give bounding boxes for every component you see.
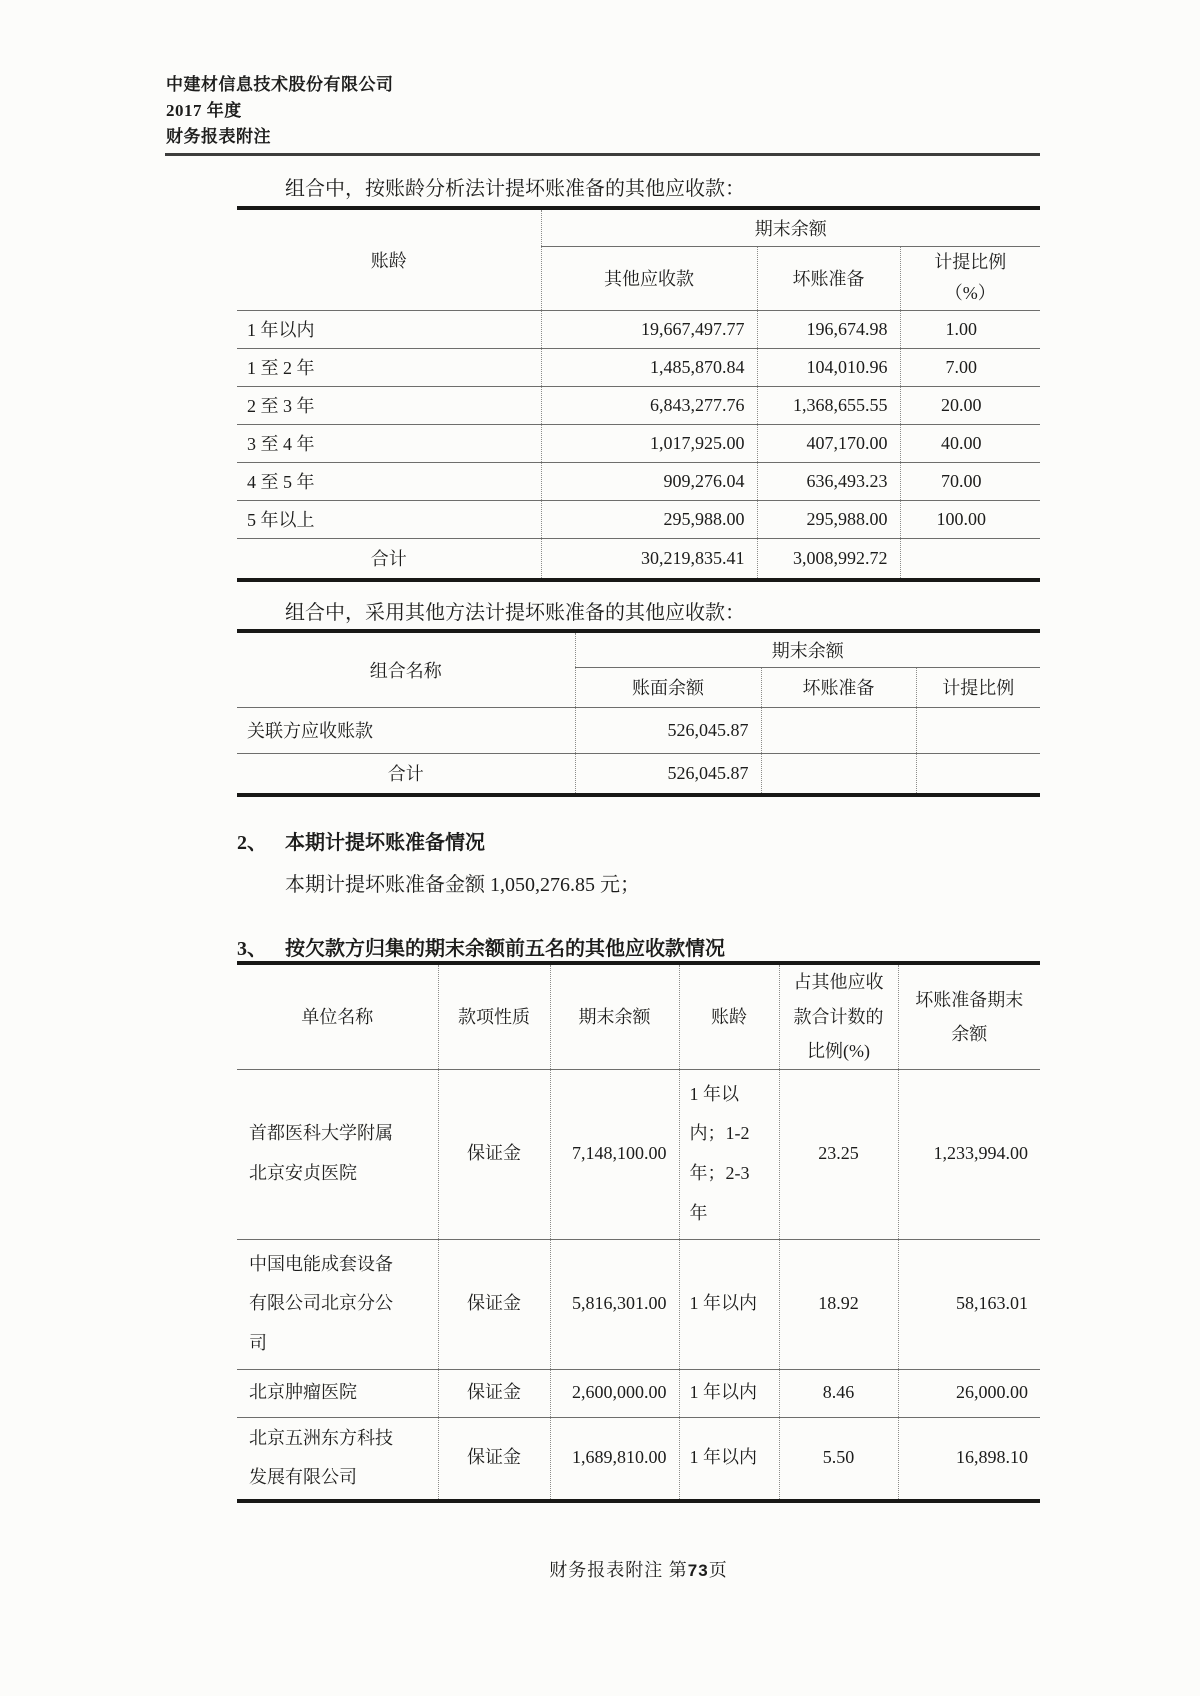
nature-cell: 保证金 — [438, 1239, 550, 1369]
aging-label: 1 至 2 年 — [237, 348, 541, 386]
section2-number: 2、 — [237, 832, 267, 854]
nature-cell: 保证金 — [438, 1417, 550, 1501]
table-row — [237, 707, 1040, 753]
ratio-value — [916, 707, 1040, 753]
page-header — [166, 72, 394, 150]
section2-heading — [237, 826, 1040, 855]
table-row — [237, 1069, 1040, 1239]
col-unit-name: 单位名称 — [237, 963, 438, 1069]
ratio-cell: 23.25 — [779, 1069, 898, 1239]
col-provision-ratio-line2: （%） — [944, 283, 996, 303]
aging-cell: 1 年以内 — [679, 1239, 779, 1369]
bad-debt-value: 104,010.96 — [757, 348, 900, 386]
col-bad-debt-provision: 坏账准备 — [761, 667, 916, 707]
section3-heading — [237, 932, 1040, 961]
closing-balance-cell: 2,600,000.00 — [550, 1369, 679, 1417]
company-name: 中建材信息技术股份有限公司 — [166, 75, 394, 94]
group-name-label: 关联方应收账款 — [237, 707, 575, 753]
other-receivables-value: 909,276.04 — [541, 462, 757, 500]
closing-balance-cell: 1,689,810.00 — [550, 1417, 679, 1501]
ratio-value: 100.00 — [900, 500, 1040, 538]
unit-name-cell: 北京五洲东方科技发展有限公司 — [237, 1417, 438, 1501]
page-footer — [237, 1556, 1040, 1582]
table-header-row — [237, 631, 1040, 667]
unit-name-cell: 北京肿瘤医院 — [237, 1369, 438, 1417]
bad-debt-value: 196,674.98 — [757, 310, 900, 348]
doc-type: 财务报表附注 — [166, 127, 271, 146]
total-bad-debt: 3,008,992.72 — [757, 538, 900, 580]
col-closing-balance: 期末余额 — [550, 963, 679, 1069]
other-method-table — [237, 629, 1040, 797]
table-row — [237, 424, 1040, 462]
header-rule — [165, 153, 1040, 156]
aging-cell: 1 年以内；1-2 年；2-3 年 — [679, 1069, 779, 1239]
ratio-value: 20.00 — [900, 386, 1040, 424]
closing-balance-cell: 5,816,301.00 — [550, 1239, 679, 1369]
total-ratio — [900, 538, 1040, 580]
col-aging: 账龄 — [237, 208, 541, 310]
ratio-value: 7.00 — [900, 348, 1040, 386]
unit-name-cell: 中国电能成套设备有限公司北京分公司 — [237, 1239, 438, 1369]
ratio-cell: 8.46 — [779, 1369, 898, 1417]
ratio-cell: 18.92 — [779, 1239, 898, 1369]
fiscal-year: 2017 年度 — [166, 101, 242, 120]
aging-label: 3 至 4 年 — [237, 424, 541, 462]
col-bad-debt-provision: 坏账准备 — [757, 246, 900, 310]
col-ratio-of-total: 占其他应收款合计数的比例(%) — [779, 963, 898, 1069]
footer-page-prefix: 第 — [668, 1560, 688, 1580]
aging-label: 2 至 3 年 — [237, 386, 541, 424]
aging-label: 5 年以上 — [237, 500, 541, 538]
table-header-row — [237, 208, 1040, 246]
table-header-row — [237, 963, 1040, 1069]
table-row — [237, 1239, 1040, 1369]
bad-debt-closing-cell: 16,898.10 — [898, 1417, 1040, 1501]
total-row — [237, 753, 1040, 795]
col-nature: 款项性质 — [438, 963, 550, 1069]
total-ratio — [916, 753, 1040, 795]
total-bad-debt — [761, 753, 916, 795]
table-row — [237, 1369, 1040, 1417]
aging-label: 4 至 5 年 — [237, 462, 541, 500]
aging-intro — [237, 176, 1040, 202]
footer-page-suffix: 页 — [708, 1560, 728, 1580]
col-provision-ratio — [900, 246, 1040, 310]
col-provision-ratio: 计提比例 — [916, 667, 1040, 707]
bad-debt-value: 636,493.23 — [757, 462, 900, 500]
col-other-receivables: 其他应收款 — [541, 246, 757, 310]
ratio-value: 40.00 — [900, 424, 1040, 462]
bad-debt-value: 295,988.00 — [757, 500, 900, 538]
other-receivables-value: 1,485,870.84 — [541, 348, 757, 386]
col-period-end: 期末余额 — [575, 631, 1040, 667]
table-row — [237, 462, 1040, 500]
other-method-intro-text: 组合中，采用其他方法计提坏账准备的其他应收款： — [285, 602, 745, 624]
ratio-cell: 5.50 — [779, 1417, 898, 1501]
section2-title: 本期计提坏账准备情况 — [285, 832, 485, 854]
total-other-receivables: 30,219,835.41 — [541, 538, 757, 580]
table-row — [237, 348, 1040, 386]
aging-analysis-table — [237, 206, 1040, 582]
other-receivables-value: 295,988.00 — [541, 500, 757, 538]
bad-debt-closing-cell: 26,000.00 — [898, 1369, 1040, 1417]
col-bad-debt-closing: 坏账准备期末余额 — [898, 963, 1040, 1069]
other-receivables-value: 6,843,277.76 — [541, 386, 757, 424]
bad-debt-closing-cell: 1,233,994.00 — [898, 1069, 1040, 1239]
ratio-value: 70.00 — [900, 462, 1040, 500]
col-group-name: 组合名称 — [237, 631, 575, 707]
table-row — [237, 386, 1040, 424]
aging-label: 1 年以内 — [237, 310, 541, 348]
col-provision-ratio-line1: 计提比例 — [934, 252, 1007, 273]
section3-number: 3、 — [237, 938, 267, 960]
bad-debt-value: 407,170.00 — [757, 424, 900, 462]
book-balance-value: 526,045.87 — [575, 707, 761, 753]
footer-page-number: 73 — [687, 1561, 709, 1580]
unit-name-cell: 首都医科大学附属北京安贞医院 — [237, 1069, 438, 1239]
other-receivables-value: 1,017,925.00 — [541, 424, 757, 462]
bad-debt-value — [761, 707, 916, 753]
table-row — [237, 500, 1040, 538]
aging-intro-text: 组合中，按账龄分析法计提坏账准备的其他应收款： — [285, 178, 745, 200]
ratio-value: 1.00 — [900, 310, 1040, 348]
total-book-balance: 526,045.87 — [575, 753, 761, 795]
col-book-balance: 账面余额 — [575, 667, 761, 707]
total-label: 合计 — [237, 538, 541, 580]
col-aging: 账龄 — [679, 963, 779, 1069]
top-debtors-table — [237, 961, 1040, 1503]
total-row — [237, 538, 1040, 580]
closing-balance-cell: 7,148,100.00 — [550, 1069, 679, 1239]
other-method-intro — [237, 600, 1040, 626]
section2-body: 本期计提坏账准备金额 1,050,276.85 元； — [285, 874, 640, 896]
col-period-end: 期末余额 — [541, 208, 1040, 246]
table-row — [237, 310, 1040, 348]
nature-cell: 保证金 — [438, 1069, 550, 1239]
nature-cell: 保证金 — [438, 1369, 550, 1417]
table-row — [237, 1417, 1040, 1501]
total-label: 合计 — [237, 753, 575, 795]
bad-debt-closing-cell: 58,163.01 — [898, 1239, 1040, 1369]
footer-doc-label: 财务报表附注 — [549, 1560, 664, 1580]
other-receivables-value: 19,667,497.77 — [541, 310, 757, 348]
aging-cell: 1 年以内 — [679, 1417, 779, 1501]
section3-title: 按欠款方归集的期末余额前五名的其他应收款情况 — [285, 938, 725, 960]
bad-debt-value: 1,368,655.55 — [757, 386, 900, 424]
aging-cell: 1 年以内 — [679, 1369, 779, 1417]
